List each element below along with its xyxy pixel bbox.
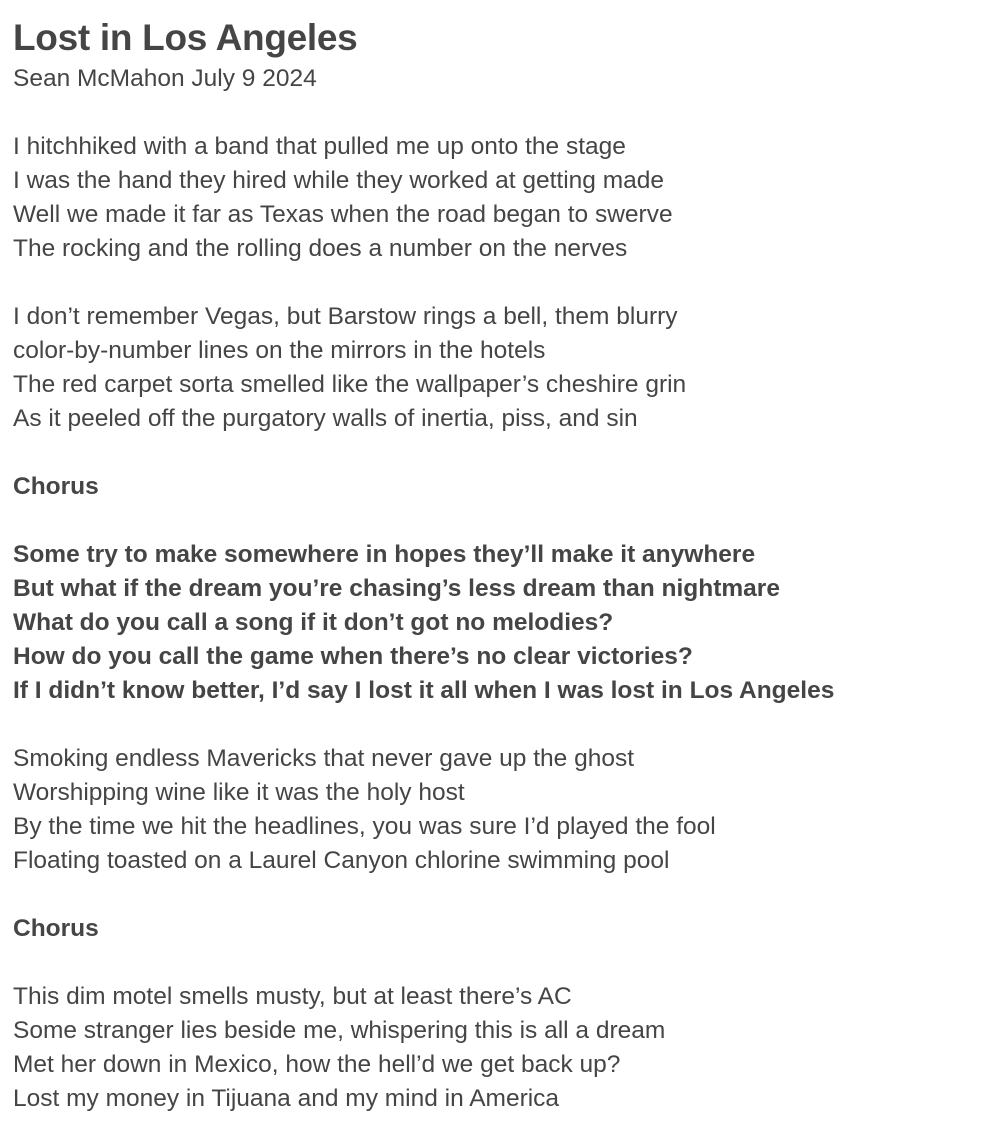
lyric-line: The red carpet sorta smelled like the wallpaper’s cheshire grin bbox=[13, 371, 687, 398]
stanza-gap bbox=[13, 878, 994, 912]
stanza-gap bbox=[13, 708, 994, 742]
lyric-line: Met her down in Mexico, how the hell’d we get back up? bbox=[13, 1051, 621, 1078]
document-byline: Sean McMahon July 9 2024 bbox=[13, 65, 317, 92]
lyric-line: This dim motel smells musty, but at least there’s AC bbox=[13, 983, 572, 1010]
lyric-line: color-by-number lines on the mirrors in the hotels bbox=[13, 337, 546, 364]
chorus-label: Chorus bbox=[13, 915, 99, 942]
lyric-line: Worshipping wine like it was the holy host bbox=[13, 779, 465, 806]
stanza-gap bbox=[13, 266, 994, 300]
stanza-gap bbox=[13, 96, 994, 130]
chorus bbox=[13, 538, 994, 708]
lyric-line: Smoking endless Mavericks that never gave up the ghost bbox=[13, 745, 635, 772]
document-title: Lost in Los Angeles bbox=[13, 17, 358, 58]
lyric-line: Well we made it far as Texas when the road began to swerve bbox=[13, 201, 673, 228]
lyric-line: I hitchhiked with a band that pulled me up onto the stage bbox=[13, 133, 626, 160]
lyric-line: I don’t remember Vegas, but Barstow rings a bell, them blurry bbox=[13, 303, 678, 330]
stanza-gap bbox=[13, 436, 994, 470]
verse-4 bbox=[13, 980, 994, 1116]
lyric-line: The rocking and the rolling does a number on the nerves bbox=[13, 235, 628, 262]
lyric-line: Floating toasted on a Laurel Canyon chlorine swimming pool bbox=[13, 847, 670, 874]
lyric-line: Lost my money in Tijuana and my mind in America bbox=[13, 1085, 560, 1112]
lyric-line: I was the hand they hired while they worked at getting made bbox=[13, 167, 664, 194]
verse-3 bbox=[13, 742, 994, 878]
chorus-line: How do you call the game when there’s no clear victories? bbox=[13, 643, 693, 670]
verse-1 bbox=[13, 130, 994, 266]
chorus-line: What do you call a song if it don’t got no melodies? bbox=[13, 609, 614, 636]
lyric-line: As it peeled off the purgatory walls of inertia, piss, and sin bbox=[13, 405, 638, 432]
lyric-line: By the time we hit the headlines, you was sure I’d played the fool bbox=[13, 813, 716, 840]
stanza-gap bbox=[13, 504, 994, 538]
verse-2 bbox=[13, 300, 994, 436]
chorus-label: Chorus bbox=[13, 473, 99, 500]
stanza-gap bbox=[13, 946, 994, 980]
chorus-line: If I didn’t know better, I’d say I lost it all when I was lost in Los Angeles bbox=[13, 677, 835, 704]
chorus-line: But what if the dream you’re chasing’s less dream than nightmare bbox=[13, 575, 780, 602]
chorus-line: Some try to make somewhere in hopes they’ll make it anywhere bbox=[13, 541, 756, 568]
lyric-line: Some stranger lies beside me, whispering this is all a dream bbox=[13, 1017, 666, 1044]
